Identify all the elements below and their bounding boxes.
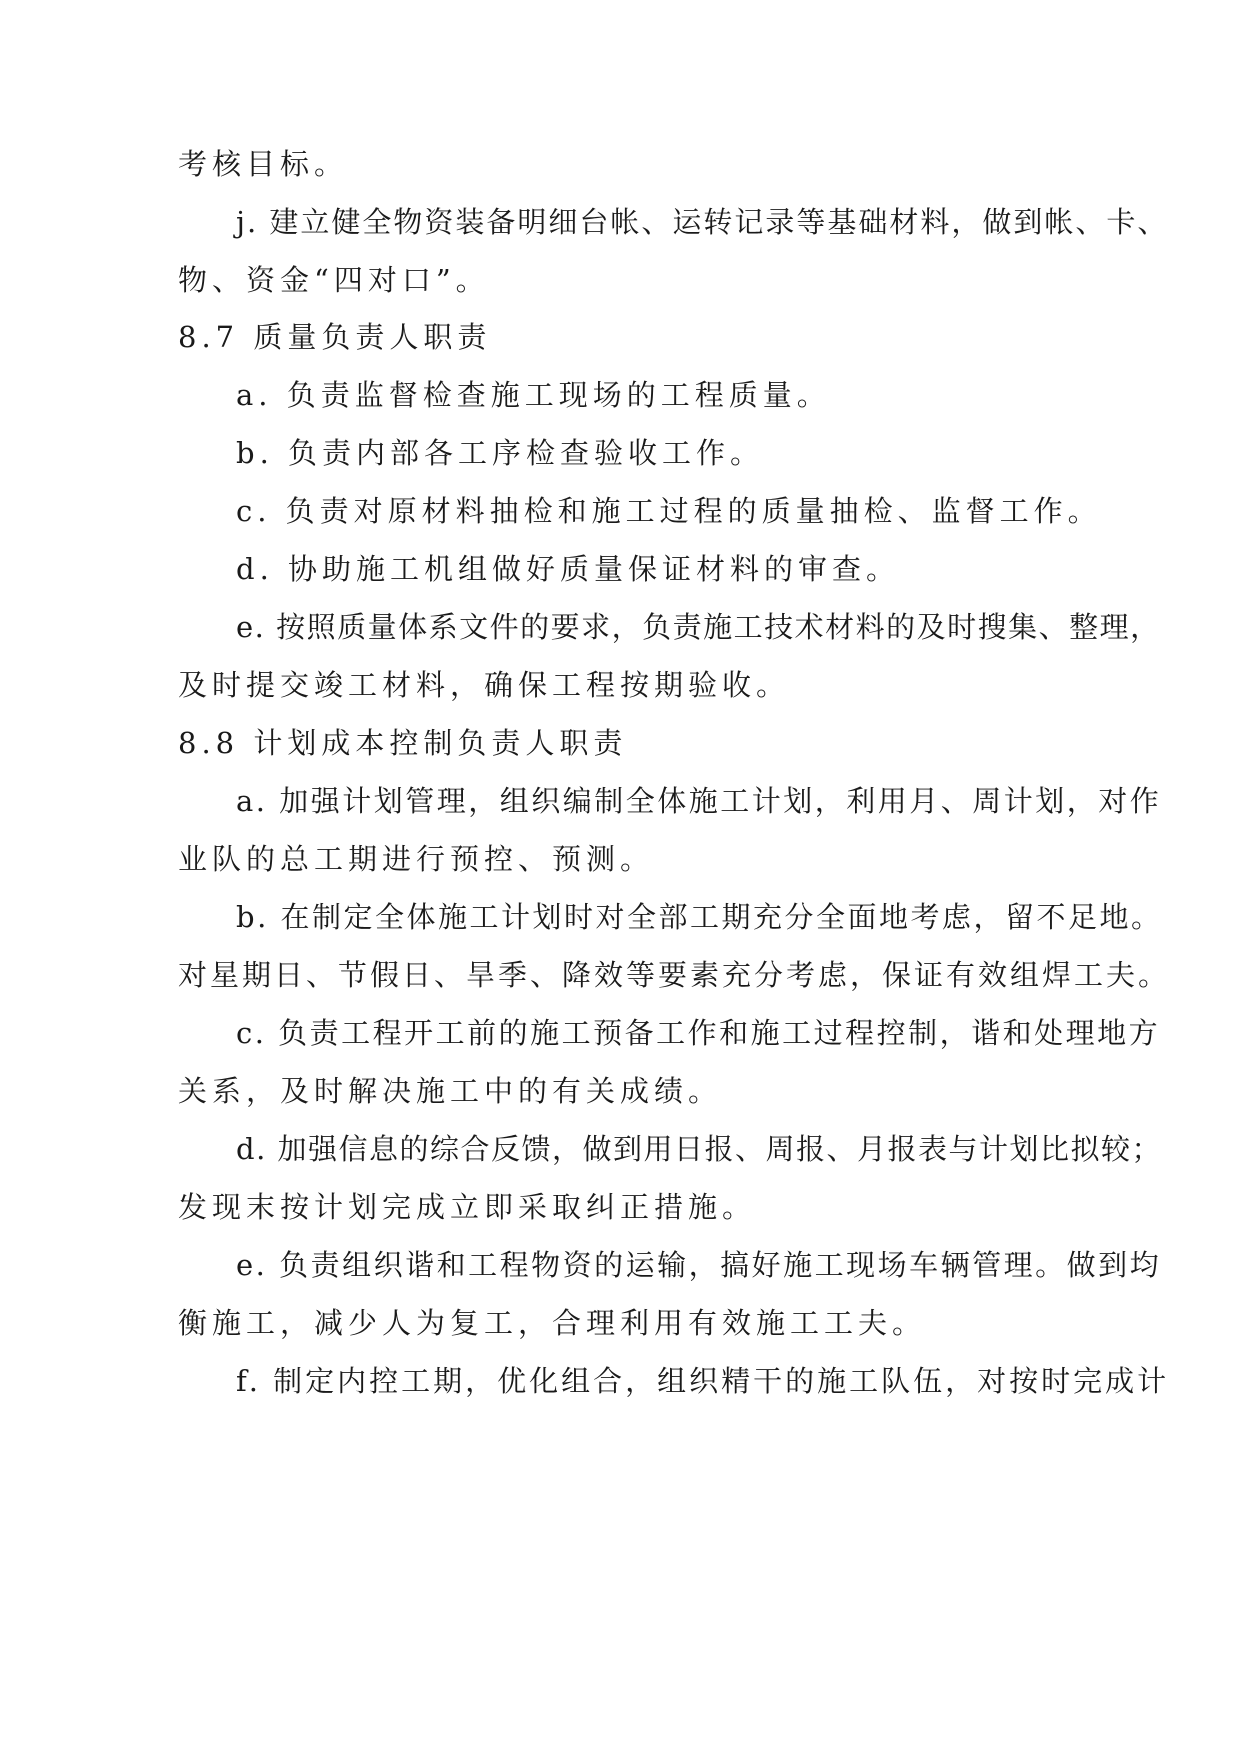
text-line: 衡施工，减少人为复工，合理利用有效施工工夫。	[178, 1306, 927, 1340]
text-line: 及时提交竣工材料，确保工程按期验收。	[178, 668, 791, 702]
section-heading: 8.7 质量负责人职责	[178, 320, 492, 354]
text-line: a. 负责监督检查施工现场的工程质量。	[236, 378, 831, 412]
text-line: 物、资金“四对口”。	[178, 263, 490, 297]
text-line: c. 负责对原材料抽检和施工过程的质量抽检、监督工作。	[236, 494, 1102, 528]
text-line: c. 负责工程开工前的施工预备工作和施工过程控制，谐和处理地方	[236, 1016, 1161, 1050]
section-heading: 8.8 计划成本控制负责人职责	[178, 726, 628, 760]
text-line: e. 按照质量体系文件的要求，负责施工技术材料的及时搜集、整理，	[236, 610, 1161, 644]
text-line: 关系，及时解决施工中的有关成绩。	[178, 1074, 723, 1108]
text-line: f. 制定内控工期，优化组合，组织精干的施工队伍，对按时完成计	[236, 1364, 1170, 1398]
text-line: 发现末按计划完成立即采取纠正措施。	[178, 1190, 757, 1224]
text-line: b. 在制定全体施工计划时对全部工期充分全面地考虑，留不足地。	[236, 900, 1163, 934]
text-line: 对星期日、节假日、旱季、降效等要素充分考虑，保证有效组焊工夫。	[178, 958, 1171, 992]
text-line: b. 负责内部各工序检查验收工作。	[236, 436, 765, 470]
text-line: 业队的总工期进行预控、预测。	[178, 842, 655, 876]
text-line: d. 加强信息的综合反馈，做到用日报、周报、月报表与计划比拟较；	[236, 1132, 1163, 1166]
text-line: 考核目标。	[178, 147, 349, 181]
text-line: e. 负责组织谐和工程物资的运输，搞好施工现场车辆管理。做到均	[236, 1248, 1162, 1282]
text-line: a. 加强计划管理，组织编制全体施工计划，利用月、周计划，对作	[236, 784, 1162, 818]
text-line: d. 协助施工机组做好质量保证材料的审查。	[236, 552, 901, 586]
text-line: j. 建立健全物资装备明细台帐、运转记录等基础材料，做到帐、卡、	[236, 205, 1169, 239]
